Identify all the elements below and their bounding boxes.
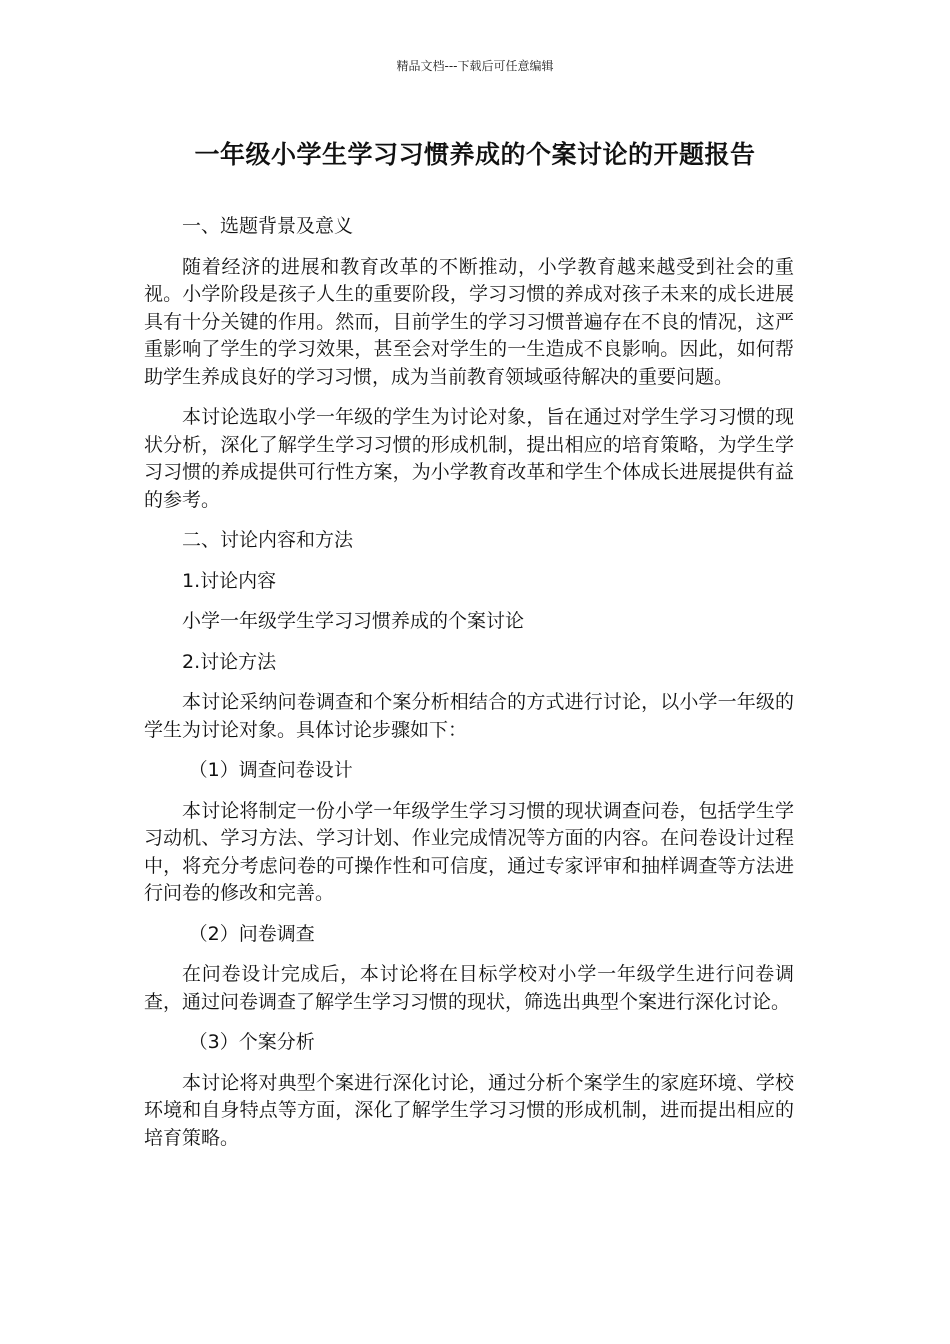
step-heading-case-analysis: （3）个案分析 — [188, 1031, 315, 1053]
paragraph-case-analysis: 本讨论将对典型个案进行深化讨论，通过分析个案学生的家庭环境、学校环境和自身特点等方面，深化了解学生学习习惯的形成机制，进而提出相应的培育策略。 — [144, 1071, 794, 1149]
section-heading-content-method: 二、讨论内容和方法 — [182, 529, 354, 551]
paragraph-background: 随着经济的进展和教育改革的不断推动，小学教育越来越受到社会的重视。小学阶段是孩子人生的重要阶段，学习习惯的养成对孩子未来的成长进展具有十分关键的作用。然而，目前学生的学习习惯普遍存在不良的情况，这严重影响了学生的学习效果，甚至会对学生的一生造成不良影响。因此，如何帮助学生养成良好的学习习惯，成为当前教育领域亟待解决的重要问题。 — [144, 255, 794, 388]
section-heading-background: 一、选题背景及意义 — [182, 215, 354, 237]
page-header: 精品文档---下载后可任意编辑 — [396, 59, 554, 73]
subheading-method: 2.讨论方法 — [182, 650, 277, 673]
document-body — [144, 213, 794, 1165]
step-heading-questionnaire-design: （1）调查问卷设计 — [188, 759, 353, 781]
paragraph-objective: 本讨论选取小学一年级的学生为讨论对象，旨在通过对学生学习习惯的现状分析，深化了解学生学习习惯的形成机制，提出相应的培育策略，为学生学习习惯的养成提供可行性方案，为小学教育改革和学生个体成长进展提供有益的参考。 — [144, 406, 794, 511]
document-title: 一年级小学生学习习惯养成的个案讨论的开题报告 — [194, 140, 756, 169]
subheading-content: 1.讨论内容 — [182, 569, 277, 592]
paragraph-survey: 在问卷设计完成后，本讨论将在目标学校对小学一年级学生进行问卷调查，通过问卷调查了解学生学习习惯的现状，筛选出典型个案进行深化讨论。 — [144, 963, 794, 1013]
step-heading-survey: （2）问卷调查 — [188, 922, 315, 945]
paragraph-content: 小学一年级学生学习习惯养成的个案讨论 — [182, 610, 525, 632]
paragraph-method: 本讨论采纳问卷调查和个案分析相结合的方式进行讨论，以小学一年级的学生为讨论对象。具体讨论步骤如下： — [144, 691, 794, 741]
paragraph-questionnaire-design: 本讨论将制定一份小学一年级学生学习习惯的现状调查问卷，包括学生学习动机、学习方法、学习计划、作业完成情况等方面的内容。在问卷设计过程中，将充分考虑问卷的可操作性和可信度，通过专家评审和抽样调查等方法进行问卷的修改和完善。 — [144, 799, 794, 904]
